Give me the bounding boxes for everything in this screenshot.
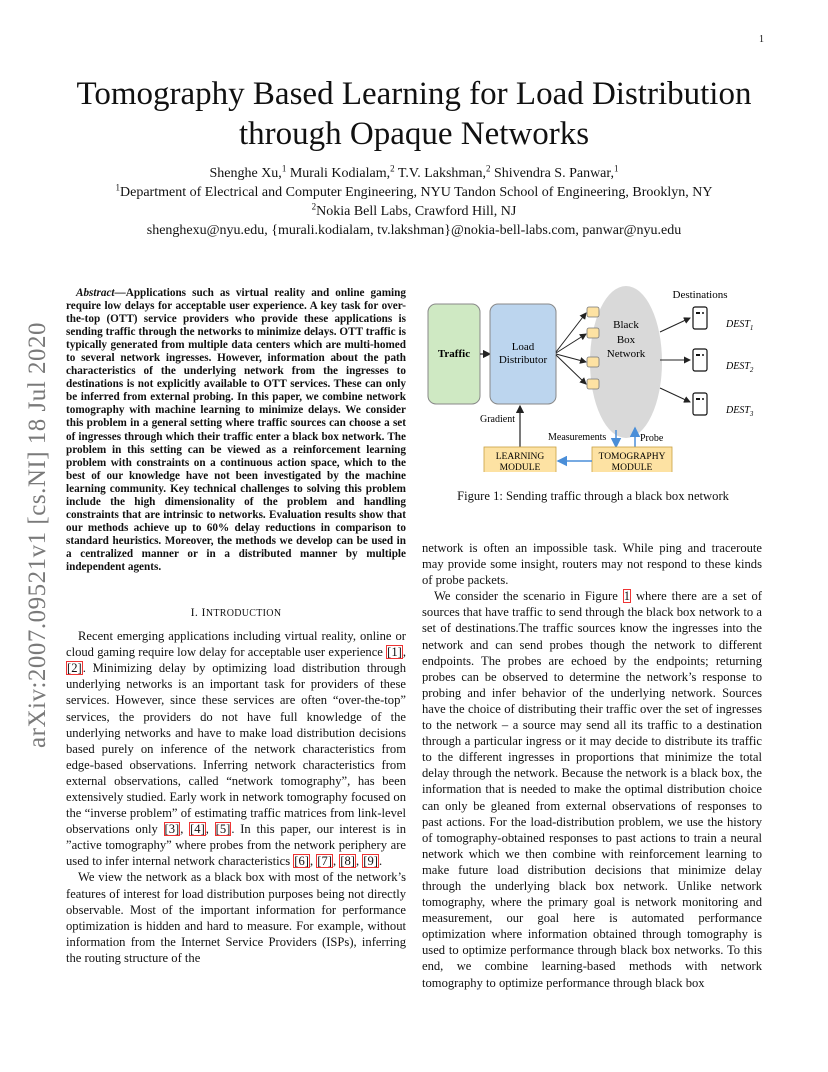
page-number: 1 bbox=[759, 34, 764, 45]
right-column bbox=[422, 540, 762, 991]
citation-link[interactable]: [2] bbox=[67, 661, 82, 676]
section-heading-introduction: I. INTRODUCTION bbox=[190, 605, 282, 620]
probe-label: Probe bbox=[640, 433, 664, 444]
citation-link[interactable]: [8] bbox=[340, 854, 355, 869]
tomography-label-1: TOMOGRAPHY bbox=[598, 452, 666, 462]
destinations-label: Destinations bbox=[672, 289, 728, 301]
arxiv-identifier: arXiv:2007.09521v1 [cs.NI] 18 Jul 2020 bbox=[24, 322, 51, 748]
black-box-network-diagram bbox=[420, 282, 766, 472]
citation-link[interactable]: [1] bbox=[387, 645, 402, 660]
load-label-1: Load bbox=[511, 341, 535, 353]
author-name: T.V. Lakshman, bbox=[397, 166, 487, 181]
abstract-text: —Applications such as virtual reality and online gaming require low delays for acceptable user experience. A key task for over-the-top (OTT) service providers who provide these applications is sending traffic through the networks to minimize delays. OTT traffic is typically generated from multiple data centers which are multi-homed to several network ingresses. However, information about the path characteristics of the underlying network from the ingresses to destinations is not explicitly available to OTT services. These can only be inferred from external probing. In this paper, we combine network tomography with machine learning to minimize delays. We consider this problem in a general setting where traffic sources can choose a set of ingresses through which their traffic enter a black box network. The problem in this setting can be viewed as a reinforcement learning problem with constraints on a continuous action space, which to the best of our knowledge have not been investigated by the machine learning community. Key technical challenges to solving this problem include the high dimensionality of the problem and handling constraints that are intrinsic to networks. Evaluation results show that our methods achieve up to 60% delay reductions in comparison to standard heuristics. Moreover, the methods we develop can be used in a centralized manner or in a distributed manner by multiple independent agents. bbox=[66, 287, 406, 573]
learning-label-2: MODULE bbox=[499, 463, 541, 472]
tomography-label-2: MODULE bbox=[611, 463, 653, 472]
citation-link[interactable]: [3] bbox=[164, 822, 180, 837]
author-names: Shenghe Xu,$^1$ Murali Kodialam,$^2$ T.V. Lakshman,$^2$ Shivendra S. Panwar,$^1$ bbox=[209, 163, 619, 181]
measurements-label: Measurements bbox=[548, 432, 607, 443]
arxiv-sidebar bbox=[14, 300, 62, 770]
figure-caption: Figure 1: Sending traffic through a black box network bbox=[457, 489, 729, 503]
citation-link[interactable]: [4] bbox=[190, 822, 205, 837]
citation-link[interactable]: [6] bbox=[294, 854, 309, 869]
load-label-2: Distributor bbox=[498, 354, 548, 366]
affiliation-2: $^2$Nokia Bell Labs, Crawford Hill, NJ bbox=[311, 201, 517, 219]
black-box-label-2: Box bbox=[616, 334, 636, 346]
dest-label-2: $DEST_2$ bbox=[726, 361, 754, 374]
author-name: Murali Kodialam, bbox=[289, 166, 391, 181]
left-column bbox=[66, 287, 406, 966]
abstract-label: Abstract bbox=[76, 287, 115, 299]
gradient-label: Gradient bbox=[480, 414, 515, 425]
black-box-label-3: Network bbox=[606, 348, 646, 360]
figure-1 bbox=[420, 282, 766, 472]
citation-link[interactable]: [7] bbox=[317, 854, 332, 869]
intro-paragraph-1: Recent emerging applications including virtual reality, online or cloud gaming require low delay for acceptable user experience [1], [2]. Minimizing delay by optimizing load distribution through underlying networks is an important task for providers of these services. However, since these services are often “over-the-top” services, the providers do not have full knowledge of the underlying networks and have to make load distribution decisions based purely on inference of the network characteristics from edge-based observations. Inferring network characteristics from external observations, called “network tomography”, has been extensively studied. Early work in network tomography focused on the “inverse problem” of estimating traffic matrices from link-level observations only [3], [4], [5]. In this paper, our interest is in ”active tomography” where probes from the network periphery are used to infer internal network characteristics [6], [7], [8], [9]. bbox=[66, 629, 406, 869]
citation-link[interactable]: [9] bbox=[363, 854, 378, 869]
intro-paragraph-2-continued: network is often an impossible task. While ping and traceroute may provide some insight, routers may not respond to these kinds of probe packets. bbox=[422, 541, 762, 588]
abstract bbox=[66, 287, 406, 574]
black-box-cloud bbox=[590, 286, 662, 438]
author-name: Shivendra S. Panwar, bbox=[494, 166, 614, 181]
intro-paragraph-2: We view the network as a black box with most of the network’s features of interest for load distribution purposes being not directly observable. Most of the important information for performance optimization is hidden and hard to measure. For example, without information from the Internet Service Providers (ISPs), inferring the routing structure of the bbox=[66, 870, 406, 965]
author-block bbox=[40, 164, 788, 240]
figure-reference-link[interactable]: 1 bbox=[623, 589, 631, 604]
learning-label-1: LEARNING bbox=[495, 452, 545, 462]
author-emails: shenghexu@nyu.edu, {murali.kodialam, tv.lakshman}@nokia-bell-labs.com, panwar@nyu.edu bbox=[146, 223, 682, 238]
dest-label-3: $DEST_3$ bbox=[726, 405, 754, 418]
paper-title: Tomography Based Learning for Load Distribution through Opaque Networks bbox=[76, 76, 752, 152]
traffic-label: Traffic bbox=[437, 348, 471, 360]
intro-paragraph-3: We consider the scenario in Figure 1 where there are a set of sources that have traffic to send through the black box network to a set of destinations.The traffic sources know the ingresses into the network and can send probes though the network to different endpoints. The probes are echoed by the endpoints; returning probes can be observed to determine the network’s response to probing and infer behavior of the underlying network. Sources have the choice of distributing their traffic over the set of ingresses to the network – a source may send all its traffic to a destination through a particular ingress or it may decide to distribute its traffic to the different ingresses in proportions that minimize the total delay through the network. Because the network is a black box, the information that is needed to make the optimal distribution choice can only be gleaned from external observations of responses to past actions. For the load-distribution problem, we use the history of tomography-obtained responses to past actions to train a neural network which we then combine with reinforcement learning to make future load distribution decisions that minimize delay through the underlying black box network. Unlike network tomography, where the primary goal is network monitoring and measurement, our goal here is automated performance optimization where information obtained through tomography is used to optimize performance through black box networks. To this end, we combine learning-based methods with network tomography to optimize performance through black box bbox=[422, 589, 762, 990]
citation-link[interactable]: [5] bbox=[215, 822, 231, 837]
author-name: Shenghe Xu, bbox=[209, 166, 282, 181]
dest-label-1: $DEST_1$ bbox=[726, 319, 754, 332]
affiliation-1: $^1$Department of Electrical and Computer Engineering, NYU Tandon School of Engineering, Brooklyn, NY bbox=[115, 182, 713, 200]
black-box-label-1: Black bbox=[613, 319, 639, 331]
